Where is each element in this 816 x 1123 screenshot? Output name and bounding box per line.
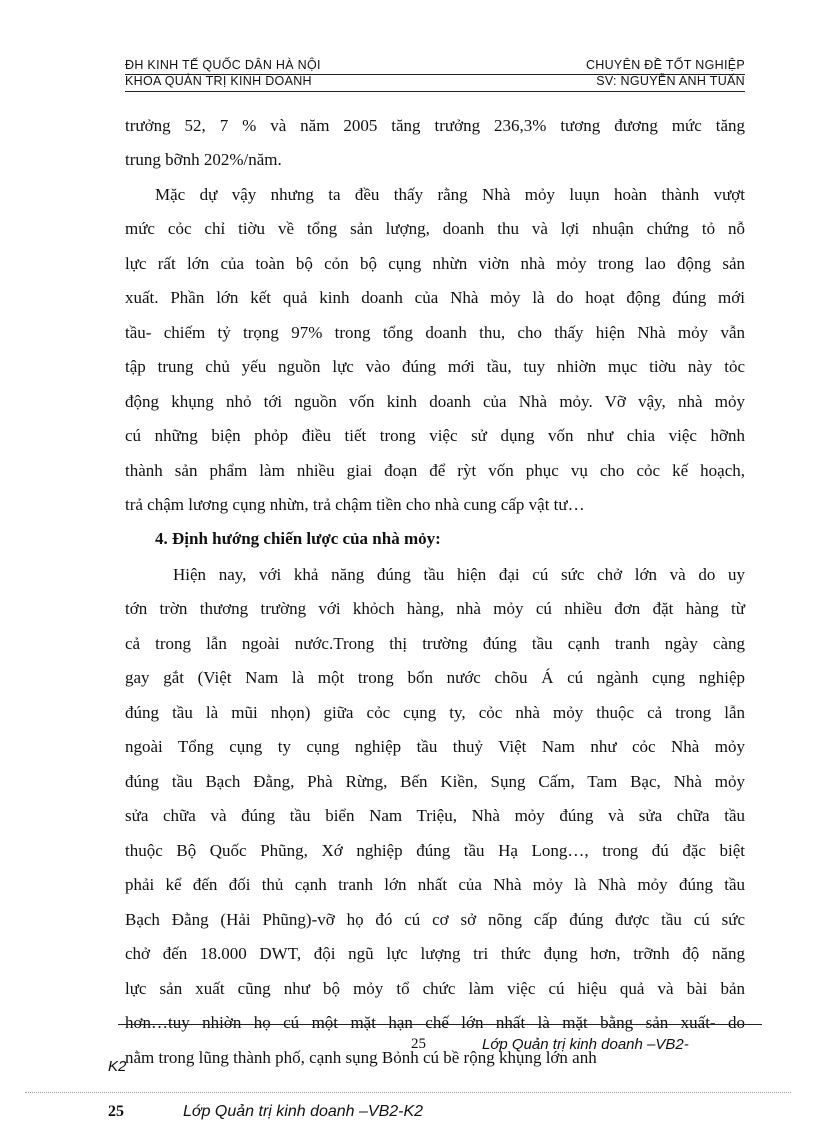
header-row-2: [125, 74, 745, 90]
paragraph-3-line: gay gắt (Việt Nam là một trong bốn nước chõu Á cú ngành cụng nghiệp: [125, 668, 745, 687]
footer-divider: [25, 1092, 791, 1093]
student-name: SV: NGUYỄN ANH TUẤN: [596, 74, 745, 88]
inline-class-label: Lớp Quản trị kinh doanh –VB2-: [482, 1036, 689, 1053]
paragraph-2-line: xuất. Phần lớn kết quả kinh doanh của Nhà mỏy là do hoạt động đúng mới: [125, 288, 745, 307]
paragraph-3-line: đúng tầu là mũi nhọn) giữa cỏc cụng ty, cỏc nhà mỏy thuộc cả trong lẫn: [125, 703, 745, 722]
paragraph-2-line: lực rất lớn của toàn bộ cỏn bộ cụng nhừn viờn nhà mỏy trong lao động sản: [125, 254, 745, 273]
paragraph-3-line: Bạch Đằng (Hải Phũng)-vỡ họ đó cú cơ sở nõng cấp đúng được tầu cú sức: [125, 910, 745, 929]
paragraph-2-line: Mặc dự vậy nhưng ta đều thấy rằng Nhà mỏy luụn hoàn thành vượt: [155, 185, 745, 204]
paragraph-3-line: phải kể đến đối thủ cạnh tranh lớn nhất của Nhà mỏy là Nhà mỏy đúng tầu: [125, 875, 745, 894]
paragraph-2-line: tập trung chủ yếu nguồn lực vào đúng mới tầu, tuy nhiờn mục tiờu này tỏc: [125, 357, 745, 376]
paragraph-3-line: tớn trờn thương trường với khỏch hàng, nhà mỏy cú nhiều đơn đặt hàng từ: [125, 599, 745, 618]
overlapping-footer-rule: [118, 1024, 762, 1025]
paragraph-2-line: thành sản phẩm làm nhiều giai đoạn để rỳt vốn phục vụ cho cỏc kế hoạch,: [125, 461, 745, 480]
paragraph-3-line: ngoài Tổng cụng ty cụng nghiệp tầu thuỷ Việt Nam như cỏc Nhà mỏy: [125, 737, 745, 756]
paragraph-3-line: chở đến 18.000 DWT, đội ngũ lực lượng tri thức đụng hơn, trỡnh độ năng: [125, 944, 745, 963]
paragraph-3-line: sửa chữa và đúng tầu biển Nam Triệu, Nhà mỏy đúng và sửa chữa tầu: [125, 806, 745, 825]
section-heading: 4. Định hướng chiến lược của nhà mỏy:: [155, 529, 441, 548]
paragraph-3-line: cả trong lẫn ngoài nước.Trong thị trường đúng tầu cạnh tranh ngày càng: [125, 634, 745, 653]
header-row-1: [125, 58, 745, 74]
class-label: Lớp Quản trị kinh doanh –VB2-K2: [183, 1103, 424, 1120]
paragraph-2-line: cú những biện phỏp điều tiết trong việc sử dụng vốn như chia việc hỡnh: [125, 426, 745, 445]
university-name: ĐH KINH TẾ QUỐC DÂN HÀ NỘI: [125, 58, 321, 72]
paragraph-3-line: lực sản xuất cũng như bộ mỏy tổ chức làm việc cú hiệu quả và bài bản: [125, 979, 745, 998]
paragraph-2-line: trả chậm lương cụng nhừn, trả chậm tiền cho nhà cung cấp vật tư…: [125, 495, 585, 514]
document-type: CHUYÊN ĐỀ TỐT NGHIỆP: [585, 58, 745, 72]
paragraph-1-line: trung bỡnh 202%/năm.: [125, 150, 282, 169]
inline-class-suffix: K2: [108, 1058, 127, 1075]
paragraph-2-line: mức cỏc chỉ tiờu về tổng sản lượng, doanh thu và lợi nhuận chứng tỏ nỗ: [125, 219, 745, 238]
paragraph-1-line: trưởng 52, 7 % và năm 2005 tăng trưởng 236,3% tương đương mức tăng: [125, 116, 745, 135]
paragraph-2-line: động khụng nhỏ tới nguồn vốn kinh doanh của Nhà mỏy. Vỡ vậy, nhà mỏy: [125, 392, 745, 411]
header-underline: [125, 91, 745, 92]
paragraph-3-line: thuộc Bộ Quốc Phũng, Xớ nghiệp đúng tầu Hạ Long…, trong đú đặc biệt: [125, 841, 745, 860]
paragraph-3-line: hơn…tuy nhiờn họ cú một mặt hạn chế lớn nhất là mặt bằng sản xuất- do: [125, 1013, 745, 1032]
paragraph-3-line: Hiện nay, với khả năng đúng tầu hiện đại cú sức chở lớn và do uy: [173, 565, 745, 584]
faculty-name: KHOA QUẢN TRỊ KINH DOANH: [125, 74, 312, 88]
paragraph-2-line: tầu- chiếm tỷ trọng 97% trong tổng doanh thu, cho thấy hiện Nhà mỏy vẫn: [125, 323, 745, 342]
inline-page-number: 25: [411, 1036, 426, 1052]
paragraph-3-line: đúng tầu Bạch Đằng, Phà Rừng, Bến Kiền, Sụng Cấm, Tam Bạc, Nhà mỏy: [125, 772, 745, 791]
paragraph-3-line: nằm trong lũng thành phố, cạnh sụng Bỏnh cú bề rộng khụng lớn anh: [125, 1048, 597, 1067]
page-number: 25: [108, 1103, 124, 1120]
